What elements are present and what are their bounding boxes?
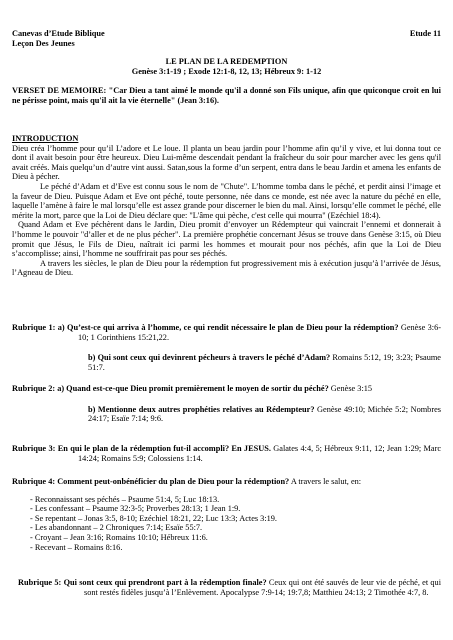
intro-paragraph-3: Quand Adam et Eve péchèrent dans le Jardin, Dieu promit d’envoyer un Rédempteur qui vaincrait l’ennemi et donnerait à l’homme le pouvoir "d’aller et de ne plus pécher". La première prophétie concernant Jésus se trouve dans Genèse 3:15, où Dieu promit que Jésus, le Fils de Dieu, naîtrait ici parmi les hommes et mourait pour nos péchés, afin que la Loi de Dieu s’accomplisse; ainsi, l’homme ne souffrirait pas pour ses péchés. <box>12 220 441 259</box>
list-item: - Les abandonnant – 2 Chroniques 7:14; Esaïe 55:7. <box>30 523 203 533</box>
question-b-reference: Romains 5:12, 19; 3:23; Psaume 51:7. <box>88 353 441 372</box>
rubrique-label: Rubrique 4: <box>12 477 56 486</box>
question-a-reference: Genèse 3:15 <box>328 384 373 393</box>
question-a: En qui le plan de la rédemption fut-il accompli? En JESUS. <box>57 444 271 453</box>
rubrique-label: Rubrique 1: <box>12 323 56 332</box>
list-item: - Reconnaissant ses péchés – Psaume 51:4, 5; Luc 18:13. <box>30 494 220 504</box>
question-b-reference: Genèse 49:10; Michée 5:2; Nombres 24:17; Esaïe 7:14; 9:6. <box>88 404 441 424</box>
salvation-steps-list <box>12 495 441 553</box>
memory-verse <box>12 86 441 105</box>
memory-verse-label: VERSET DE MEMOIRE: <box>12 86 107 95</box>
question-b: b) Qui sont ceux qui devinrent pécheurs à travers le péché d’Adam? <box>88 353 331 363</box>
question-a: a) Quand est-ce-que Dieu promit premièrement le moyen de sortir du péché? <box>57 384 329 393</box>
intro-paragraph-2: Le péché d’Adam et d’Eve est connu sous le nom de "Chute". L’homme tomba dans le péché, et perdit ainsi l’image et la faveur de Dieu. Puisque Adam et Eve ont péché, toute personne, née dans ce monde, est née avec la nature du péché en elle, laquelle l’amène à faire le mal lorsqu’elle est assez grande pour discerner le bien du mal. Ainsi, lorsqu’elle commet le péché, elle mérite la mort, parce que la Loi de Dieu déclare que: "L'âme qui pèche, c'est celle qui mourra" (Ezéchiel 18:4). <box>12 181 441 220</box>
question-a-reference: Ceux qui ont été sauvés de leur vie de péché, et qui sont restés fidèles jusqu’à l’Enlèvement. Apocalypse 7:9-14; 19:7,8; Matthieu 24:13; 2 Timothée 4:7, 8. <box>84 578 442 597</box>
intro-paragraph-1: Dieu créa l’homme pour qu’il L’adore et Le loue. Il planta un beau jardin pour l’homme afin qu’il y vive, et lui donna tout ce dont il avait besoin pour être heureux. Dieu Lui-même descendait pendant la fraîcheur du soir pour marcher avec les gens qu'il avait créés. Mais quelqu’un d’autre vint aussi. Satan,sous la forme d’un serpent, entra dans le beau Jardin et amena les enfants de Dieu à pécher. <box>12 143 441 182</box>
course-title: Canevas d’Etude Biblique <box>12 29 105 38</box>
list-item: - Recevant – Romains 8:16. <box>30 542 123 552</box>
page-header <box>12 29 441 48</box>
question-a: Comment peut-onbénéficier du plan de Dieu pour la rédemption? <box>57 477 290 486</box>
rubrique-5 <box>18 578 441 597</box>
introduction-section <box>12 134 441 278</box>
lesson-title: LE PLAN DE LA REDEMPTION <box>165 57 288 66</box>
question-a: a) Qu’est-ce qui arriva à l’homme, ce qui rendit nécessaire le plan de Dieu pour la rédemption? <box>57 323 399 332</box>
intro-paragraph-4: A travers les siècles, le plan de Dieu pour la rédemption fut progressivement mis à exécution jusqu’à l’arrivée de Jésus, l’Agneau de Dieu. <box>12 258 441 278</box>
question-a-reference: Genèse 3:6-10; 1 Corinthiens 15:21,22. <box>78 323 441 342</box>
introduction-heading: INTRODUCTION <box>12 134 79 143</box>
question-a: Qui sont ceux qui prendront part à la rédemption finale? <box>63 578 267 587</box>
rubrique-label: Rubrique 2: <box>12 384 56 393</box>
list-item: - Les confessant – Psaume 32:3-5; Proverbes 28:13; 1 Jean 1:9. <box>30 504 241 514</box>
question-a-reference: A travers le salut, en: <box>289 477 362 486</box>
question-b: b) Mentionne deux autres prophéties relatives au Rédempteur? <box>88 404 315 414</box>
rubrique-1 <box>12 323 441 372</box>
rubrique-2 <box>12 384 441 424</box>
question-a-reference: Galates 4:4, 5; Hébreux 9:11, 12; Jean 1:29; Marc 14:24; Romains 5:9; Colossiens 1:14. <box>78 444 442 463</box>
course-subtitle: Leçon Des Jeunes <box>12 38 75 48</box>
rubrique-label: Rubrique 5: <box>18 578 62 587</box>
memory-verse-text: "Car Dieu a tant aimé le monde qu'il a donné son Fils unique, afin que quiconque croit en lui ne périsse point, mais qu'il ait la vie éternelle" (Jean 3:16). <box>12 86 441 105</box>
rubrique-4 <box>12 477 441 552</box>
rubrique-3 <box>12 444 441 463</box>
study-number: Etude 11 <box>409 29 441 38</box>
lesson-title-block <box>12 57 441 76</box>
list-item: - Croyant – Jean 3:16; Romains 10:10; Hébreux 11:6. <box>30 532 208 542</box>
list-item: - Se repentant – Jonas 3:5, 8-10; Ezéchiel 18:21, 22; Luc 13:3; Actes 3:19. <box>30 513 278 523</box>
rubrique-label: Rubrique 3: <box>12 444 56 453</box>
lesson-references: Genèse 3:1-19 ; Exode 12:1-8, 12, 13; Hébreux 9: 1-12 <box>131 66 322 76</box>
